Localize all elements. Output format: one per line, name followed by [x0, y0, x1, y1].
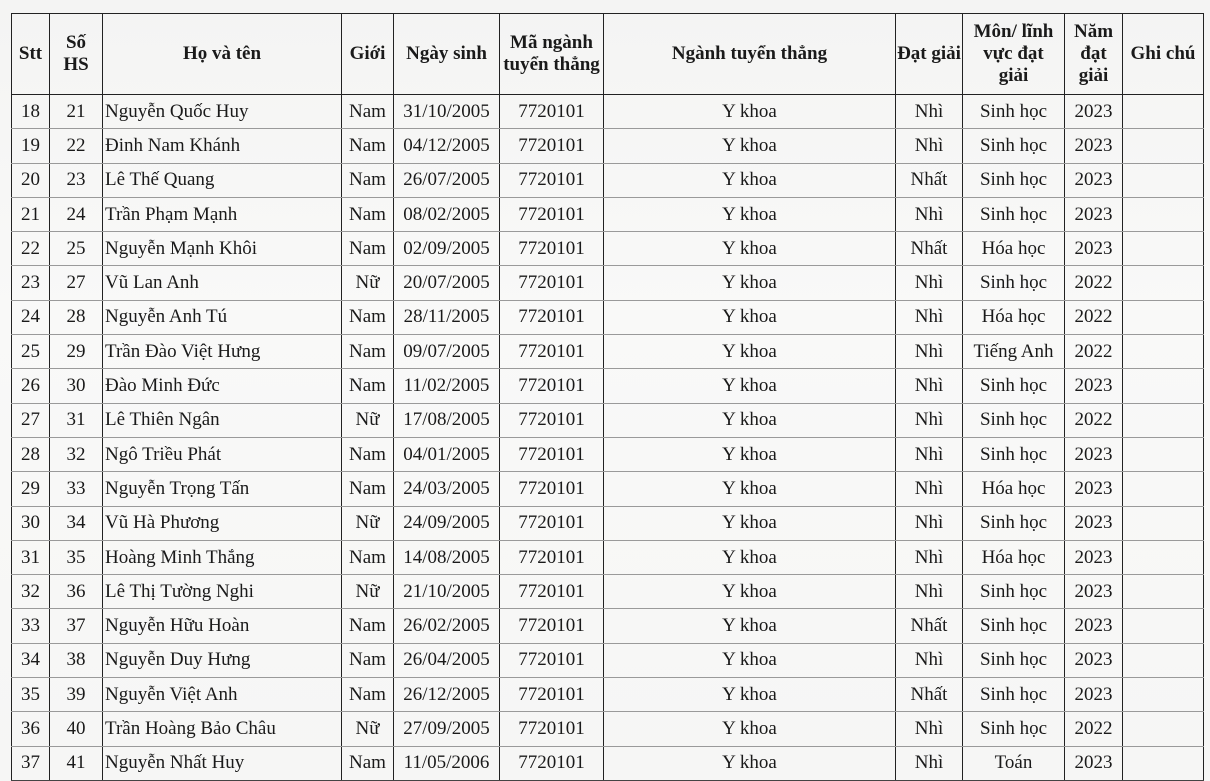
cell-stt: 26: [12, 369, 50, 403]
cell-ma-nganh: 7720101: [500, 437, 604, 471]
header-ghi-chu: Ghi chú: [1123, 14, 1204, 95]
cell-so-hs: 25: [50, 232, 103, 266]
cell-ma-nganh: 7720101: [500, 232, 604, 266]
cell-nam: 2023: [1065, 575, 1123, 609]
cell-mon: Tiếng Anh: [963, 335, 1065, 369]
cell-ghi-chu: [1123, 678, 1204, 712]
cell-so-hs: 30: [50, 369, 103, 403]
cell-ghi-chu: [1123, 129, 1204, 163]
cell-nam: 2023: [1065, 129, 1123, 163]
cell-ngay-sinh: 27/09/2005: [394, 712, 500, 746]
cell-ghi-chu: [1123, 643, 1204, 677]
cell-dat-giai: Nhì: [896, 197, 963, 231]
cell-ho-ten: Đào Minh Đức: [103, 369, 342, 403]
cell-gioi: Nam: [342, 197, 394, 231]
cell-ma-nganh: 7720101: [500, 163, 604, 197]
cell-nam: 2023: [1065, 609, 1123, 643]
cell-ngay-sinh: 02/09/2005: [394, 232, 500, 266]
cell-ngay-sinh: 26/07/2005: [394, 163, 500, 197]
cell-ho-ten: Nguyễn Duy Hưng: [103, 643, 342, 677]
cell-so-hs: 41: [50, 746, 103, 780]
cell-ma-nganh: 7720101: [500, 129, 604, 163]
cell-stt: 21: [12, 197, 50, 231]
cell-stt: 25: [12, 335, 50, 369]
cell-so-hs: 28: [50, 300, 103, 334]
cell-ghi-chu: [1123, 266, 1204, 300]
cell-mon: Sinh học: [963, 609, 1065, 643]
cell-stt: 36: [12, 712, 50, 746]
cell-mon: Hóa học: [963, 472, 1065, 506]
header-ho-ten: Họ và tên: [103, 14, 342, 95]
cell-nam: 2023: [1065, 678, 1123, 712]
cell-ghi-chu: [1123, 163, 1204, 197]
cell-ho-ten: Nguyễn Nhất Huy: [103, 746, 342, 780]
cell-nganh: Y khoa: [604, 300, 896, 334]
cell-ghi-chu: [1123, 472, 1204, 506]
cell-nam: 2023: [1065, 197, 1123, 231]
cell-ngay-sinh: 26/04/2005: [394, 643, 500, 677]
cell-ho-ten: Trần Phạm Mạnh: [103, 197, 342, 231]
cell-nam: 2023: [1065, 232, 1123, 266]
cell-ma-nganh: 7720101: [500, 369, 604, 403]
cell-mon: Sinh học: [963, 506, 1065, 540]
cell-so-hs: 22: [50, 129, 103, 163]
cell-so-hs: 34: [50, 506, 103, 540]
table-row: [12, 232, 1204, 266]
cell-stt: 35: [12, 678, 50, 712]
cell-ghi-chu: [1123, 506, 1204, 540]
student-list-table: [11, 13, 1204, 781]
cell-ho-ten: Nguyễn Trọng Tấn: [103, 472, 342, 506]
header-mon: Môn/ lĩnh vực đạt giải: [963, 14, 1065, 95]
cell-dat-giai: Nhì: [896, 437, 963, 471]
cell-dat-giai: Nhì: [896, 643, 963, 677]
cell-gioi: Nam: [342, 609, 394, 643]
cell-ho-ten: Nguyễn Anh Tú: [103, 300, 342, 334]
cell-mon: Sinh học: [963, 129, 1065, 163]
cell-stt: 23: [12, 266, 50, 300]
cell-ho-ten: Nguyễn Việt Anh: [103, 678, 342, 712]
table-row: [12, 163, 1204, 197]
cell-so-hs: 36: [50, 575, 103, 609]
cell-ma-nganh: 7720101: [500, 266, 604, 300]
table-row: [12, 609, 1204, 643]
cell-nam: 2022: [1065, 300, 1123, 334]
cell-stt: 31: [12, 540, 50, 574]
cell-ma-nganh: 7720101: [500, 197, 604, 231]
cell-ma-nganh: 7720101: [500, 712, 604, 746]
table-row: [12, 506, 1204, 540]
cell-ngay-sinh: 21/10/2005: [394, 575, 500, 609]
cell-nganh: Y khoa: [604, 540, 896, 574]
cell-gioi: Nữ: [342, 403, 394, 437]
cell-mon: Hóa học: [963, 232, 1065, 266]
cell-stt: 29: [12, 472, 50, 506]
cell-ma-nganh: 7720101: [500, 540, 604, 574]
cell-so-hs: 21: [50, 95, 103, 129]
table-row: [12, 95, 1204, 129]
cell-ma-nganh: 7720101: [500, 472, 604, 506]
cell-stt: 37: [12, 746, 50, 780]
header-so-hs: Số HS: [50, 14, 103, 95]
cell-gioi: Nam: [342, 472, 394, 506]
cell-nganh: Y khoa: [604, 129, 896, 163]
cell-dat-giai: Nhì: [896, 266, 963, 300]
cell-gioi: Nam: [342, 540, 394, 574]
cell-gioi: Nam: [342, 678, 394, 712]
cell-ho-ten: Lê Thế Quang: [103, 163, 342, 197]
cell-so-hs: 33: [50, 472, 103, 506]
cell-ho-ten: Vũ Hà Phương: [103, 506, 342, 540]
cell-ma-nganh: 7720101: [500, 335, 604, 369]
table-body: [12, 95, 1204, 781]
cell-gioi: Nam: [342, 300, 394, 334]
cell-so-hs: 38: [50, 643, 103, 677]
cell-so-hs: 39: [50, 678, 103, 712]
cell-gioi: Nữ: [342, 575, 394, 609]
cell-stt: 20: [12, 163, 50, 197]
cell-ngay-sinh: 04/12/2005: [394, 129, 500, 163]
cell-stt: 22: [12, 232, 50, 266]
table-row: [12, 643, 1204, 677]
cell-gioi: Nam: [342, 369, 394, 403]
cell-mon: Sinh học: [963, 163, 1065, 197]
cell-ma-nganh: 7720101: [500, 575, 604, 609]
table-row: [12, 472, 1204, 506]
cell-ho-ten: Lê Thiên Ngân: [103, 403, 342, 437]
cell-stt: 30: [12, 506, 50, 540]
cell-dat-giai: Nhì: [896, 95, 963, 129]
table-row: [12, 300, 1204, 334]
cell-nganh: Y khoa: [604, 575, 896, 609]
cell-ghi-chu: [1123, 95, 1204, 129]
header-gioi: Giới: [342, 14, 394, 95]
cell-nam: 2023: [1065, 746, 1123, 780]
cell-dat-giai: Nhì: [896, 540, 963, 574]
cell-stt: 19: [12, 129, 50, 163]
cell-nganh: Y khoa: [604, 506, 896, 540]
cell-ma-nganh: 7720101: [500, 678, 604, 712]
cell-so-hs: 27: [50, 266, 103, 300]
cell-gioi: Nữ: [342, 266, 394, 300]
table-row: [12, 266, 1204, 300]
cell-nam: 2023: [1065, 437, 1123, 471]
cell-dat-giai: Nhì: [896, 746, 963, 780]
cell-nganh: Y khoa: [604, 266, 896, 300]
cell-ngay-sinh: 11/02/2005: [394, 369, 500, 403]
cell-nam: 2023: [1065, 95, 1123, 129]
cell-so-hs: 40: [50, 712, 103, 746]
cell-gioi: Nam: [342, 163, 394, 197]
cell-dat-giai: Nhất: [896, 678, 963, 712]
cell-ghi-chu: [1123, 540, 1204, 574]
cell-ghi-chu: [1123, 232, 1204, 266]
cell-so-hs: 35: [50, 540, 103, 574]
cell-dat-giai: Nhì: [896, 129, 963, 163]
cell-nam: 2023: [1065, 369, 1123, 403]
cell-gioi: Nam: [342, 437, 394, 471]
cell-nganh: Y khoa: [604, 472, 896, 506]
cell-ngay-sinh: 09/07/2005: [394, 335, 500, 369]
cell-ngay-sinh: 26/02/2005: [394, 609, 500, 643]
cell-nam: 2022: [1065, 403, 1123, 437]
cell-dat-giai: Nhì: [896, 575, 963, 609]
table-row: [12, 712, 1204, 746]
table-row: [12, 129, 1204, 163]
cell-ho-ten: Nguyễn Mạnh Khôi: [103, 232, 342, 266]
cell-mon: Hóa học: [963, 540, 1065, 574]
cell-mon: Sinh học: [963, 369, 1065, 403]
table-row: [12, 575, 1204, 609]
cell-mon: Sinh học: [963, 678, 1065, 712]
header-ma-nganh: Mã ngành tuyển thẳng: [500, 14, 604, 95]
cell-mon: Sinh học: [963, 266, 1065, 300]
cell-gioi: Nam: [342, 95, 394, 129]
cell-ma-nganh: 7720101: [500, 609, 604, 643]
table-row: [12, 540, 1204, 574]
cell-dat-giai: Nhất: [896, 163, 963, 197]
header-nganh: Ngành tuyển thẳng: [604, 14, 896, 95]
cell-dat-giai: Nhất: [896, 609, 963, 643]
cell-gioi: Nam: [342, 335, 394, 369]
cell-nam: 2023: [1065, 506, 1123, 540]
cell-ghi-chu: [1123, 335, 1204, 369]
cell-nam: 2022: [1065, 335, 1123, 369]
cell-nam: 2023: [1065, 472, 1123, 506]
cell-dat-giai: Nhì: [896, 712, 963, 746]
cell-nganh: Y khoa: [604, 197, 896, 231]
cell-dat-giai: Nhì: [896, 506, 963, 540]
cell-ngay-sinh: 28/11/2005: [394, 300, 500, 334]
cell-ngay-sinh: 17/08/2005: [394, 403, 500, 437]
cell-nganh: Y khoa: [604, 403, 896, 437]
cell-so-hs: 37: [50, 609, 103, 643]
cell-nganh: Y khoa: [604, 369, 896, 403]
cell-ngay-sinh: 14/08/2005: [394, 540, 500, 574]
cell-ho-ten: Nguyễn Hữu Hoàn: [103, 609, 342, 643]
cell-nam: 2023: [1065, 643, 1123, 677]
cell-nganh: Y khoa: [604, 746, 896, 780]
cell-stt: 28: [12, 437, 50, 471]
cell-gioi: Nam: [342, 643, 394, 677]
cell-stt: 33: [12, 609, 50, 643]
cell-mon: Sinh học: [963, 712, 1065, 746]
cell-ho-ten: Trần Hoàng Bảo Châu: [103, 712, 342, 746]
cell-gioi: Nữ: [342, 506, 394, 540]
cell-ngay-sinh: 24/03/2005: [394, 472, 500, 506]
cell-stt: 18: [12, 95, 50, 129]
cell-nganh: Y khoa: [604, 95, 896, 129]
cell-nam: 2022: [1065, 712, 1123, 746]
cell-ngay-sinh: 04/01/2005: [394, 437, 500, 471]
cell-nam: 2022: [1065, 266, 1123, 300]
cell-ngay-sinh: 31/10/2005: [394, 95, 500, 129]
cell-mon: Sinh học: [963, 437, 1065, 471]
cell-mon: Sinh học: [963, 197, 1065, 231]
cell-dat-giai: Nhì: [896, 335, 963, 369]
cell-ma-nganh: 7720101: [500, 300, 604, 334]
cell-stt: 27: [12, 403, 50, 437]
cell-nganh: Y khoa: [604, 712, 896, 746]
table-row: [12, 369, 1204, 403]
cell-mon: Sinh học: [963, 403, 1065, 437]
cell-ngay-sinh: 08/02/2005: [394, 197, 500, 231]
cell-ghi-chu: [1123, 403, 1204, 437]
cell-nganh: Y khoa: [604, 335, 896, 369]
cell-ma-nganh: 7720101: [500, 403, 604, 437]
header-stt: Stt: [12, 14, 50, 95]
cell-ngay-sinh: 20/07/2005: [394, 266, 500, 300]
cell-so-hs: 23: [50, 163, 103, 197]
cell-nganh: Y khoa: [604, 163, 896, 197]
cell-ghi-chu: [1123, 746, 1204, 780]
cell-ma-nganh: 7720101: [500, 746, 604, 780]
cell-nganh: Y khoa: [604, 678, 896, 712]
cell-stt: 34: [12, 643, 50, 677]
cell-ho-ten: Hoàng Minh Thắng: [103, 540, 342, 574]
table-row: [12, 197, 1204, 231]
header-ngay-sinh: Ngày sinh: [394, 14, 500, 95]
cell-ghi-chu: [1123, 609, 1204, 643]
cell-mon: Sinh học: [963, 95, 1065, 129]
cell-ghi-chu: [1123, 197, 1204, 231]
table-row: [12, 403, 1204, 437]
table-row: [12, 678, 1204, 712]
table-row: [12, 335, 1204, 369]
cell-dat-giai: Nhì: [896, 369, 963, 403]
cell-mon: Sinh học: [963, 643, 1065, 677]
cell-nganh: Y khoa: [604, 609, 896, 643]
cell-nam: 2023: [1065, 163, 1123, 197]
cell-mon: Toán: [963, 746, 1065, 780]
cell-ghi-chu: [1123, 437, 1204, 471]
cell-ma-nganh: 7720101: [500, 506, 604, 540]
cell-so-hs: 32: [50, 437, 103, 471]
cell-mon: Sinh học: [963, 575, 1065, 609]
cell-ho-ten: Đinh Nam Khánh: [103, 129, 342, 163]
cell-nganh: Y khoa: [604, 232, 896, 266]
cell-so-hs: 24: [50, 197, 103, 231]
cell-stt: 32: [12, 575, 50, 609]
table-row: [12, 746, 1204, 780]
cell-dat-giai: Nhất: [896, 232, 963, 266]
cell-nam: 2023: [1065, 540, 1123, 574]
cell-stt: 24: [12, 300, 50, 334]
cell-nganh: Y khoa: [604, 643, 896, 677]
cell-gioi: Nam: [342, 746, 394, 780]
cell-ghi-chu: [1123, 575, 1204, 609]
cell-so-hs: 29: [50, 335, 103, 369]
header-dat-giai: Đạt giải: [896, 14, 963, 95]
cell-ho-ten: Vũ Lan Anh: [103, 266, 342, 300]
table-row: [12, 437, 1204, 471]
cell-ghi-chu: [1123, 712, 1204, 746]
cell-dat-giai: Nhì: [896, 403, 963, 437]
table-header-row: [12, 14, 1204, 95]
cell-ghi-chu: [1123, 300, 1204, 334]
header-nam: Năm đạt giải: [1065, 14, 1123, 95]
cell-ghi-chu: [1123, 369, 1204, 403]
cell-gioi: Nam: [342, 129, 394, 163]
cell-ngay-sinh: 26/12/2005: [394, 678, 500, 712]
cell-so-hs: 31: [50, 403, 103, 437]
cell-gioi: Nữ: [342, 712, 394, 746]
cell-ho-ten: Lê Thị Tường Nghi: [103, 575, 342, 609]
cell-nganh: Y khoa: [604, 437, 896, 471]
cell-dat-giai: Nhì: [896, 472, 963, 506]
cell-ma-nganh: 7720101: [500, 95, 604, 129]
cell-ho-ten: Trần Đào Việt Hưng: [103, 335, 342, 369]
cell-ho-ten: Nguyễn Quốc Huy: [103, 95, 342, 129]
cell-gioi: Nam: [342, 232, 394, 266]
cell-ngay-sinh: 24/09/2005: [394, 506, 500, 540]
cell-dat-giai: Nhì: [896, 300, 963, 334]
cell-mon: Hóa học: [963, 300, 1065, 334]
cell-ho-ten: Ngô Triều Phát: [103, 437, 342, 471]
cell-ma-nganh: 7720101: [500, 643, 604, 677]
cell-ngay-sinh: 11/05/2006: [394, 746, 500, 780]
